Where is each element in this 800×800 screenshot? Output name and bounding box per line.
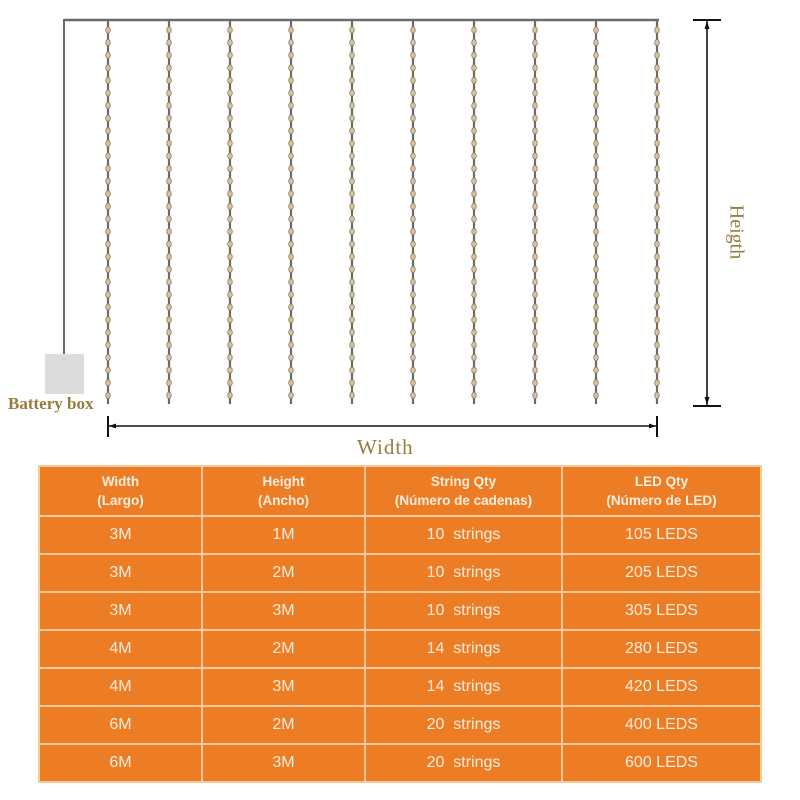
- height-label: Heigth: [725, 204, 748, 260]
- height-dimension-arrow: [693, 20, 721, 406]
- width-label: Width: [357, 435, 414, 459]
- cell-width: 3M: [39, 554, 202, 592]
- light-strings: [106, 20, 660, 404]
- cell-leds: 400 LEDS: [562, 706, 761, 744]
- light-string: [655, 20, 660, 404]
- table-row: [39, 706, 761, 744]
- cell-leds: 205 LEDS: [562, 554, 761, 592]
- cell-height: 2M: [202, 706, 365, 744]
- table-row: [39, 554, 761, 592]
- table-header-row: [39, 466, 761, 516]
- light-string: [106, 20, 111, 404]
- light-string: [411, 20, 416, 404]
- cell-leds: 420 LEDS: [562, 668, 761, 706]
- light-string: [533, 20, 538, 404]
- light-string: [228, 20, 233, 404]
- header-height: Height (Ancho): [202, 466, 365, 516]
- table-row: [39, 592, 761, 630]
- cell-width: 3M: [39, 516, 202, 554]
- cell-strings: 14 strings: [365, 668, 562, 706]
- cell-width: 4M: [39, 630, 202, 668]
- table-row: [39, 516, 761, 554]
- cell-height: 1M: [202, 516, 365, 554]
- cell-height: 2M: [202, 554, 365, 592]
- battery-box-icon: [45, 354, 84, 394]
- cell-leds: 305 LEDS: [562, 592, 761, 630]
- cell-strings: 20 strings: [365, 744, 562, 782]
- cell-strings: 14 strings: [365, 630, 562, 668]
- cell-height: 3M: [202, 592, 365, 630]
- cell-height: 3M: [202, 668, 365, 706]
- light-string: [472, 20, 477, 404]
- cell-height: 2M: [202, 630, 365, 668]
- cell-width: 4M: [39, 668, 202, 706]
- battery-box-label: Battery box: [8, 394, 94, 413]
- cell-strings: 20 strings: [365, 706, 562, 744]
- table-row: [39, 744, 761, 782]
- cell-height: 3M: [202, 744, 365, 782]
- table-row: [39, 630, 761, 668]
- cell-strings: 10 strings: [365, 516, 562, 554]
- light-string: [350, 20, 355, 404]
- cell-leds: 600 LEDS: [562, 744, 761, 782]
- header-string-qty: String Qty (Número de cadenas): [365, 466, 562, 516]
- cell-width: 3M: [39, 592, 202, 630]
- light-string: [594, 20, 599, 404]
- cell-leds: 105 LEDS: [562, 516, 761, 554]
- cell-width: 6M: [39, 706, 202, 744]
- width-dimension-arrow: [108, 416, 657, 437]
- cell-strings: 10 strings: [365, 554, 562, 592]
- header-led-qty: LED Qty (Número de LED): [562, 466, 761, 516]
- wire-frame: [64, 19, 659, 355]
- header-width: Width (Largo): [39, 466, 202, 516]
- cell-width: 6M: [39, 744, 202, 782]
- light-string: [289, 20, 294, 404]
- spec-table: [38, 465, 762, 783]
- light-string: [167, 20, 172, 404]
- cell-leds: 280 LEDS: [562, 630, 761, 668]
- cell-strings: 10 strings: [365, 592, 562, 630]
- table-row: [39, 668, 761, 706]
